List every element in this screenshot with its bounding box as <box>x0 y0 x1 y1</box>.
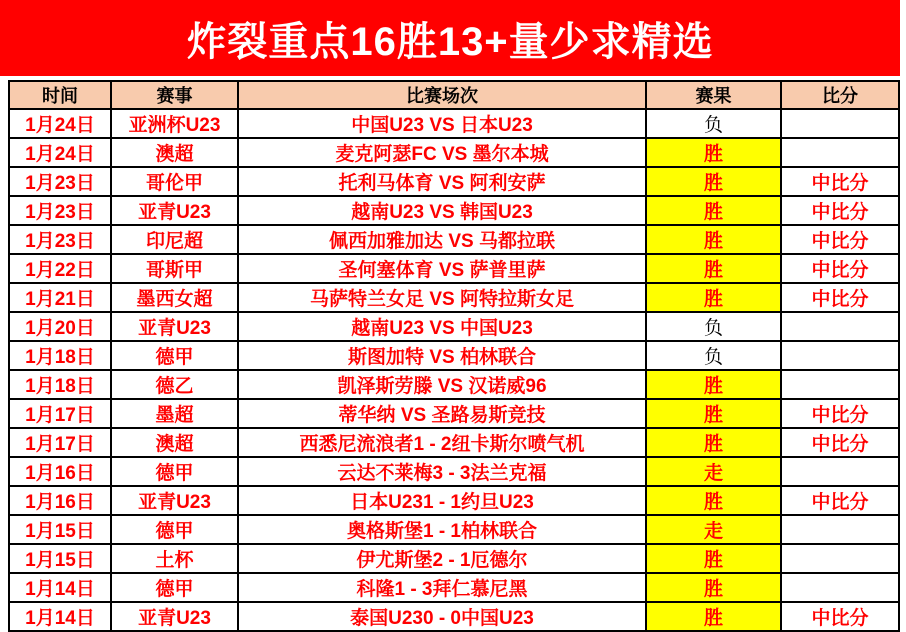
match-cell: 西悉尼流浪者1 - 2纽卡斯尔喷气机 <box>238 428 646 457</box>
table-row <box>9 573 899 602</box>
league-cell: 哥伦甲 <box>111 167 238 196</box>
column-header-match: 比赛场次 <box>238 81 646 109</box>
result-cell: 胜 <box>646 283 781 312</box>
result-cell: 胜 <box>646 486 781 515</box>
match-cell: 伊尤斯堡2 - 1厄德尔 <box>238 544 646 573</box>
result-cell: 胜 <box>646 602 781 631</box>
match-cell: 奥格斯堡1 - 1柏林联合 <box>238 515 646 544</box>
date-cell: 1月16日 <box>9 486 111 515</box>
result-cell: 负 <box>646 109 781 138</box>
table-row <box>9 399 899 428</box>
score-cell: 中比分 <box>781 428 899 457</box>
date-cell: 1月22日 <box>9 254 111 283</box>
score-cell: 中比分 <box>781 254 899 283</box>
score-cell <box>781 573 899 602</box>
league-cell: 德甲 <box>111 515 238 544</box>
result-cell: 胜 <box>646 573 781 602</box>
league-cell: 墨超 <box>111 399 238 428</box>
match-cell: 佩西加雅加达 VS 马都拉联 <box>238 225 646 254</box>
table-row <box>9 196 899 225</box>
date-cell: 1月24日 <box>9 138 111 167</box>
league-cell: 土杯 <box>111 544 238 573</box>
match-cell: 斯图加特 VS 柏林联合 <box>238 341 646 370</box>
league-cell: 亚洲杯U23 <box>111 109 238 138</box>
score-cell: 中比分 <box>781 283 899 312</box>
result-cell: 胜 <box>646 399 781 428</box>
score-cell <box>781 312 899 341</box>
result-cell: 负 <box>646 341 781 370</box>
date-cell: 1月23日 <box>9 196 111 225</box>
score-cell <box>781 341 899 370</box>
score-cell: 中比分 <box>781 399 899 428</box>
date-cell: 1月18日 <box>9 341 111 370</box>
result-cell: 胜 <box>646 254 781 283</box>
league-cell: 德甲 <box>111 457 238 486</box>
table-row <box>9 283 899 312</box>
date-cell: 1月16日 <box>9 457 111 486</box>
match-cell: 中国U23 VS 日本U23 <box>238 109 646 138</box>
score-cell <box>781 109 899 138</box>
score-cell: 中比分 <box>781 167 899 196</box>
table-row <box>9 370 899 399</box>
date-cell: 1月21日 <box>9 283 111 312</box>
match-cell: 越南U23 VS 韩国U23 <box>238 196 646 225</box>
title-banner <box>0 0 900 76</box>
score-cell <box>781 138 899 167</box>
score-cell: 中比分 <box>781 602 899 631</box>
column-header-league: 赛事 <box>111 81 238 109</box>
column-header-time: 时间 <box>9 81 111 109</box>
result-cell: 负 <box>646 312 781 341</box>
match-cell: 麦克阿瑟FC VS 墨尔本城 <box>238 138 646 167</box>
league-cell: 哥斯甲 <box>111 254 238 283</box>
result-cell: 胜 <box>646 544 781 573</box>
date-cell: 1月18日 <box>9 370 111 399</box>
match-cell: 托利马体育 VS 阿利安萨 <box>238 167 646 196</box>
score-cell <box>781 544 899 573</box>
table-row <box>9 515 899 544</box>
score-cell <box>781 370 899 399</box>
match-cell: 越南U23 VS 中国U23 <box>238 312 646 341</box>
league-cell: 印尼超 <box>111 225 238 254</box>
score-cell <box>781 515 899 544</box>
column-header-score: 比分 <box>781 81 899 109</box>
result-cell: 胜 <box>646 428 781 457</box>
table-row <box>9 486 899 515</box>
date-cell: 1月14日 <box>9 602 111 631</box>
league-cell: 德甲 <box>111 573 238 602</box>
table-row <box>9 428 899 457</box>
result-cell: 胜 <box>646 225 781 254</box>
score-cell <box>781 457 899 486</box>
result-cell: 胜 <box>646 370 781 399</box>
league-cell: 墨西女超 <box>111 283 238 312</box>
result-cell: 走 <box>646 515 781 544</box>
league-cell: 亚青U23 <box>111 196 238 225</box>
table-row <box>9 225 899 254</box>
match-cell: 蒂华纳 VS 圣路易斯竞技 <box>238 399 646 428</box>
date-cell: 1月23日 <box>9 167 111 196</box>
table-row <box>9 138 899 167</box>
score-cell: 中比分 <box>781 486 899 515</box>
match-cell: 马萨特兰女足 VS 阿特拉斯女足 <box>238 283 646 312</box>
table-row <box>9 457 899 486</box>
date-cell: 1月17日 <box>9 399 111 428</box>
score-cell: 中比分 <box>781 196 899 225</box>
result-cell: 胜 <box>646 138 781 167</box>
result-cell: 走 <box>646 457 781 486</box>
match-cell: 科隆1 - 3拜仁慕尼黑 <box>238 573 646 602</box>
table-header-row <box>9 81 899 109</box>
table-row <box>9 167 899 196</box>
league-cell: 亚青U23 <box>111 312 238 341</box>
page-title: 炸裂重点16胜13+量少求精选 <box>186 19 714 64</box>
table-row <box>9 544 899 573</box>
date-cell: 1月14日 <box>9 573 111 602</box>
match-cell: 日本U231 - 1约旦U23 <box>238 486 646 515</box>
league-cell: 德甲 <box>111 341 238 370</box>
league-cell: 德乙 <box>111 370 238 399</box>
league-cell: 亚青U23 <box>111 602 238 631</box>
table-row <box>9 312 899 341</box>
date-cell: 1月17日 <box>9 428 111 457</box>
table-row <box>9 602 899 631</box>
results-table-body <box>9 109 899 631</box>
match-cell: 凯泽斯劳滕 VS 汉诺威96 <box>238 370 646 399</box>
league-cell: 亚青U23 <box>111 486 238 515</box>
table-row <box>9 254 899 283</box>
date-cell: 1月15日 <box>9 544 111 573</box>
column-header-result: 赛果 <box>646 81 781 109</box>
match-cell: 圣何塞体育 VS 萨普里萨 <box>238 254 646 283</box>
date-cell: 1月23日 <box>9 225 111 254</box>
table-row <box>9 109 899 138</box>
score-cell: 中比分 <box>781 225 899 254</box>
results-table <box>8 80 900 632</box>
date-cell: 1月20日 <box>9 312 111 341</box>
table-row <box>9 341 899 370</box>
date-cell: 1月24日 <box>9 109 111 138</box>
date-cell: 1月15日 <box>9 515 111 544</box>
result-cell: 胜 <box>646 196 781 225</box>
league-cell: 澳超 <box>111 428 238 457</box>
match-cell: 泰国U230 - 0中国U23 <box>238 602 646 631</box>
result-cell: 胜 <box>646 167 781 196</box>
match-cell: 云达不莱梅3 - 3法兰克福 <box>238 457 646 486</box>
league-cell: 澳超 <box>111 138 238 167</box>
